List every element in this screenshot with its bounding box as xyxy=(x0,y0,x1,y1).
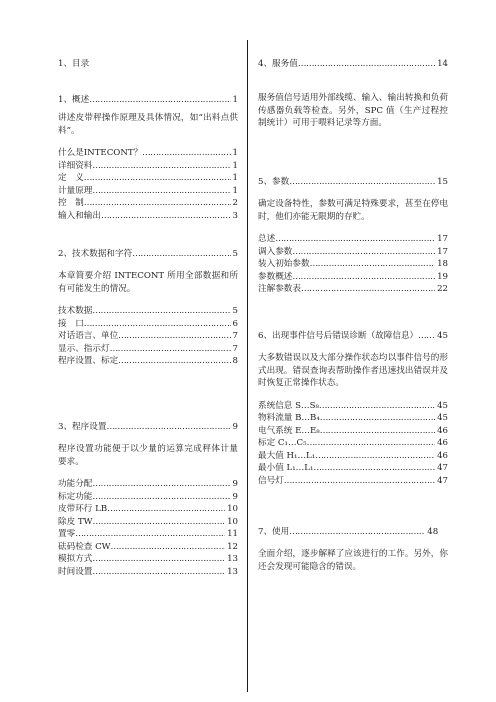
toc-section-6 xyxy=(258,330,448,487)
toc-entry[interactable]: 标定 C₁…C₅ ………………………………………………………………………… 46 xyxy=(258,437,448,449)
toc-entry[interactable]: 置零 ………………………………………………………………………… 11 xyxy=(58,528,238,540)
section-description: 全面介绍，逐步解释了应该进行的工作。另外，你还会发现可能隐含的错误。 xyxy=(258,549,448,572)
toc-entry[interactable]: 技术数据 ………………………………………………………………………… 5 xyxy=(58,305,238,317)
toc-entry[interactable]: 什么是INTECONT？ ………………………………………………………………………… 1 xyxy=(58,147,238,159)
toc-section-7 xyxy=(258,526,448,573)
section-description: 服务值信号适用外部线缆、输入、输出转换和负荷传感器负载等检查。另外，SPC 值（生产过程控制统计）可用于喂料记录等方面。 xyxy=(258,93,448,129)
toc-entry[interactable]: 参数概述 ………………………………………………………………………… 19 xyxy=(258,271,448,283)
toc-entry[interactable]: 最小值 L₁…L₁ ………………………………………………………………………… 47 xyxy=(258,462,448,474)
section-heading[interactable]: 3、程序设置 ………………………………………………………………………… 9 xyxy=(58,421,238,433)
toc-entry[interactable]: 物料流量 B…B₄ ………………………………………………………………………… 45 xyxy=(258,412,448,424)
toc-entry[interactable]: 定 义 ………………………………………………………………………… 1 xyxy=(58,172,238,184)
section-heading[interactable]: 1、概述 ………………………………………………………………………… 1 xyxy=(58,94,238,106)
toc-entry[interactable]: 计量原理 ………………………………………………………………………… 1 xyxy=(58,185,238,197)
toc-entry[interactable]: 装入初始参数 ………………………………………………………………………… 18 xyxy=(258,258,448,270)
toc-entry[interactable]: 标定功能 ………………………………………………………………………… 9 xyxy=(58,491,238,503)
section-heading[interactable]: 6、出现事件信号后错误诊断（故障信息） ………………………………………………………………………… 45 xyxy=(258,330,448,342)
toc-section-2 xyxy=(58,248,238,368)
toc-section-4 xyxy=(258,58,448,130)
toc-entry[interactable]: 程序设置、标定 ………………………………………………………………………… 8 xyxy=(58,355,238,367)
toc-entry[interactable]: 对话语言、单位 ………………………………………………………………………… 7 xyxy=(58,330,238,342)
toc-title: 1、目录 xyxy=(58,59,90,69)
toc-entry[interactable]: 注解参数表 ………………………………………………………………………… 22 xyxy=(258,283,448,295)
section-description: 讲述皮带秤操作原理及具体情况，如“出料点供料”。 xyxy=(58,113,238,136)
toc-entry[interactable]: 功能分配 ………………………………………………………………………… 9 xyxy=(58,478,238,490)
section-description: 大多数错误以及大部分操作状态均以事件信号的形式出现。错误查询表帮助操作者迅速找出错误并及时恢复正常操作状态。 xyxy=(258,353,448,389)
toc-entry[interactable]: 电气系统 E…E₈ ………………………………………………………………………… 46 xyxy=(258,425,448,437)
section-description: 确定设备特性，参数可满足特殊要求，甚至在停电时，他们亦能无限期的存贮。 xyxy=(258,199,448,222)
toc-entry[interactable]: 信号灯 ………………………………………………………………………… 47 xyxy=(258,475,448,487)
toc-entry[interactable]: 调入参数 ………………………………………………………………………… 17 xyxy=(258,246,448,258)
toc-entry[interactable]: 皮带环行 LB ………………………………………………………………………… 10 xyxy=(58,503,238,515)
toc-entry[interactable]: 接 口 ………………………………………………………………………… 6 xyxy=(58,318,238,330)
section-description: 程序设置功能便于以少量的运算完成秤体计量要求。 xyxy=(58,444,238,467)
section-heading[interactable]: 7、使用 ………………………………………………………………………… 48 xyxy=(258,526,448,538)
toc-entry[interactable]: 除皮 TW ………………………………………………………………………… 10 xyxy=(58,516,238,528)
toc-entry[interactable]: 时间设置 ………………………………………………………………………… 13 xyxy=(58,566,238,578)
toc-entry[interactable]: 砝码检查 CW ………………………………………………………………………… 12 xyxy=(58,541,238,553)
column-divider xyxy=(247,40,248,692)
toc-section-1 xyxy=(58,94,238,222)
toc-entry[interactable]: 模拟方式 ………………………………………………………………………… 13 xyxy=(58,553,238,565)
toc-entry[interactable]: 总述 ………………………………………………………………………… 17 xyxy=(258,233,448,245)
toc-section-3 xyxy=(58,421,238,578)
toc-entry[interactable]: 控 制 ………………………………………………………………………… 2 xyxy=(58,197,238,209)
section-heading[interactable]: 5、参数 ………………………………………………………………………… 15 xyxy=(258,176,448,188)
section-description: 本章简要介绍 INTECONT 所用全部数据和所有可能发生的情况。 xyxy=(58,271,238,294)
section-heading[interactable]: 4、服务值 ………………………………………………………………………… 14 xyxy=(258,58,448,70)
toc-entry[interactable]: 显示、指示灯 ………………………………………………………………………… 7 xyxy=(58,343,238,355)
toc-entry[interactable]: 输入和输出 ………………………………………………………………………… 3 xyxy=(58,210,238,222)
toc-entry[interactable]: 最大值 H₁…L₁ ………………………………………………………………………… 46 xyxy=(258,450,448,462)
toc-entry[interactable]: 系统信息 S…S₈ ………………………………………………………………………… 45 xyxy=(258,400,448,412)
toc-section-5 xyxy=(258,176,448,296)
toc-entry[interactable]: 详细资料 ………………………………………………………………………… 1 xyxy=(58,160,238,172)
section-heading[interactable]: 2、技术数据和字符 ………………………………………………………………………… 5 xyxy=(58,248,238,260)
